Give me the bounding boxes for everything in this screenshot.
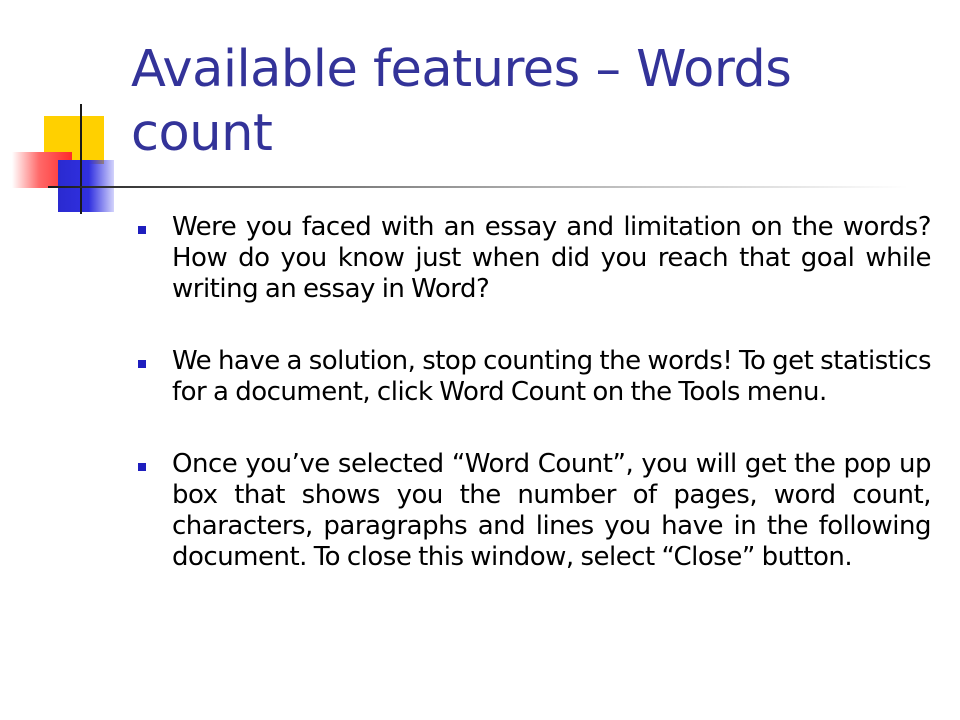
- bullet-item: [136, 449, 931, 573]
- bullet-text: Once you’ve selected “Word Count”, you will get the pop up box that shows you the number of pages, word count, characters, paragraphs and lines you have in the following document. To close this window, select “Close” button.: [172, 449, 931, 572]
- bullet-item: [136, 346, 931, 408]
- square-bullet-icon: [138, 463, 146, 471]
- slide-title: Available features – Words count: [131, 40, 792, 163]
- colored-squares-logo-icon: [0, 0, 140, 230]
- vertical-rule: [80, 104, 82, 214]
- bullet-list: [136, 212, 931, 614]
- square-bullet-icon: [138, 226, 146, 234]
- title-underline-rule: [48, 186, 908, 188]
- bullet-text: We have a solution, stop counting the words! To get statistics for a document, click Word Count on the Tools menu.: [172, 346, 931, 407]
- bullet-text: Were you faced with an essay and limitation on the words? How do you know just when did you reach that goal while writing an essay in Word?: [172, 212, 931, 304]
- bullet-item: [136, 212, 931, 305]
- square-bullet-icon: [138, 360, 146, 368]
